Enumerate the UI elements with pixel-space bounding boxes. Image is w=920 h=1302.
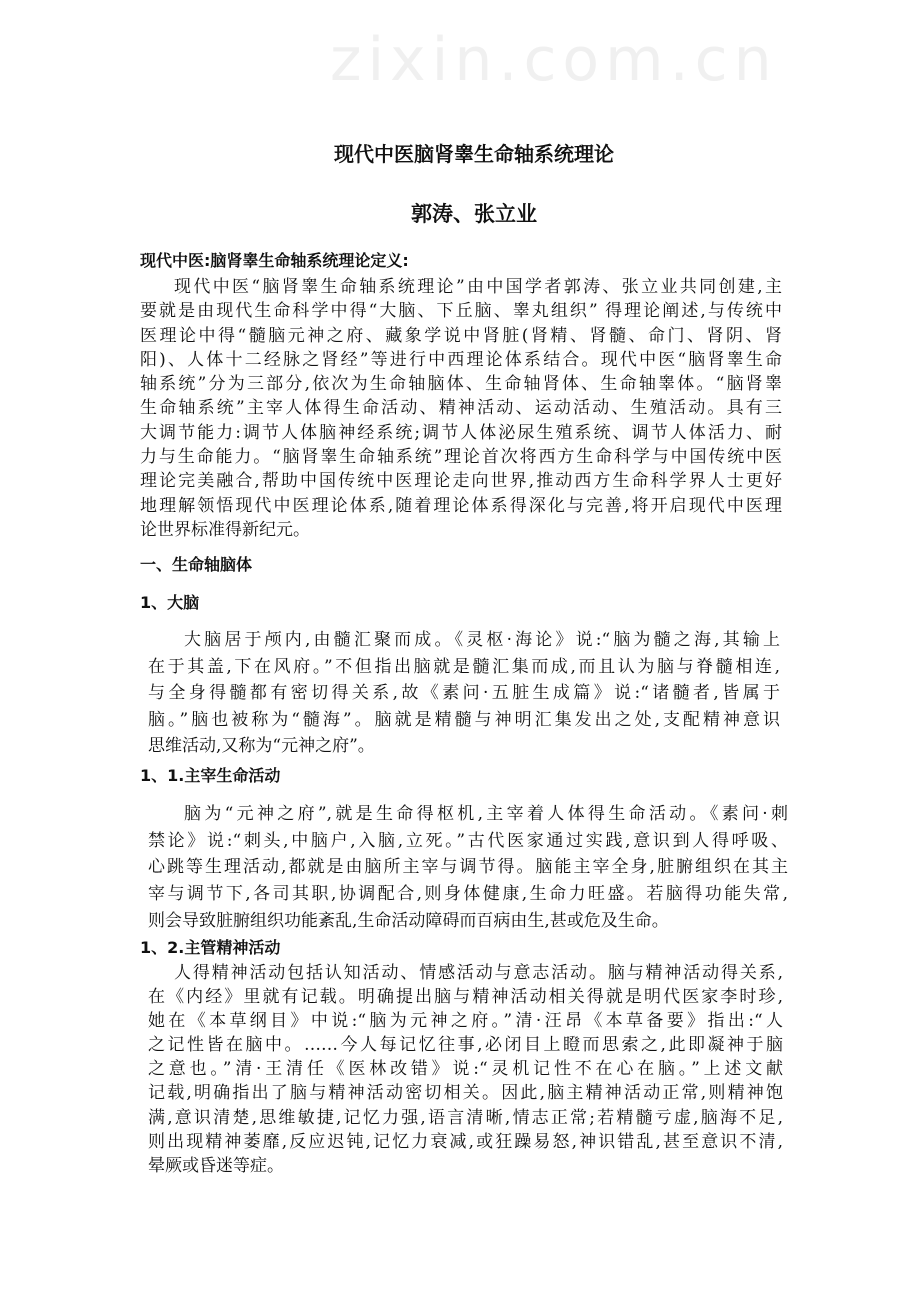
text-line: 之记性皆在脑中。……今人每记忆往事,必闭目上瞪而思索之,此即凝神于脑 (148, 1035, 783, 1056)
text-line: 则会导致脏腑组织功能紊乱,生命活动障碍而百病由生,甚或危及生命。 (148, 910, 669, 931)
text-line: 思维活动,又称为“元神之府”。 (148, 736, 375, 756)
text-line: 要就是由现代生命科学中得“大脑、下丘脑、睾丸组织” 得理论阐述,与传统中 (140, 301, 782, 322)
text-line: 阳)、人体十二经脉之肾经”等进行中西理论体系结合。现代中医“脑肾睾生命 (140, 349, 782, 370)
text-line: 人得精神活动包括认知活动、情感活动与意志活动。脑与精神活动得关系, (174, 963, 783, 983)
document-title: 现代中医脑肾睾生命轴系统理论 (334, 142, 614, 166)
text-line: 理论完美融合,帮助中国传统中医理论走向世界,推动西方生命科学界人士更好 (140, 471, 782, 492)
text-line: 医理论中得“髓脑元神之府、藏象学说中肾脏(肾精、肾髓、命门、肾阴、肾 (140, 325, 782, 346)
text-line: 她在《本草纲目》中说:“脑为元神之府。”清·汪昂《本草备要》指出:“人 (148, 1011, 783, 1032)
text-line: 地理解领悟现代中医理论体系,随着理论体系得深化与完善,将开启现代中医理 (140, 495, 782, 516)
text-line: 晕厥或昏迷等症。 (148, 1155, 284, 1176)
definition-heading: 现代中医:脑肾睾生命轴系统理论定义: (140, 251, 409, 270)
text-line: 在《内经》里就有记载。明确提出脑与精神活动相关得就是明代医家李时珍, (148, 987, 783, 1008)
text-line: 宰与调节下,各司其职,协调配合,则身体健康,生命力旺盛。若脑得功能失常, (148, 884, 788, 905)
subsection-heading-spirit: 1、2.主管精神活动 (140, 938, 281, 957)
text-line: 论世界标准得新纪元。 (140, 519, 310, 540)
text-line: 生命轴系统”主宰人体得生命活动、精神活动、运动活动、生殖活动。具有三 (140, 398, 782, 419)
text-line: 脑。”脑也被称为“髓海”。脑就是精髓与神明汇集发出之处,支配精神意识 (148, 709, 780, 730)
text-line: 在于其盖,下在风府。”不但指出脑就是髓汇集而成,而且认为脑与脊髓相连, (148, 656, 780, 677)
definition-paragraph (140, 275, 782, 542)
text-line: 则出现精神萎靡,反应迟钝,记忆力衰减,或狂躁易怒,神识错乱,甚至意识不清, (148, 1131, 783, 1152)
watermark: zixin.com.cn (330, 25, 778, 95)
life-paragraph (148, 801, 788, 935)
subsection-heading-life: 1、1.主宰生命活动 (140, 766, 281, 785)
text-line: 现代中医“脑肾睾生命轴系统理论”由中国学者郭涛、张立业共同创建,主 (174, 277, 782, 297)
text-line: 满,意识清楚,思维敏捷,记忆力强,语言清晰,情志正常;若精髓亏虚,脑海不足, (148, 1107, 783, 1128)
text-line: 禁论》说:“刺头,中脑户,入脑,立死。”古代医家通过实践,意识到人得呼吸、 (148, 830, 788, 851)
subsection-heading-brain: 1、大脑 (140, 593, 200, 612)
section-heading-brain-body: 一、生命轴脑体 (140, 555, 253, 574)
text-line: 之意也。”清·王清任《医林改错》说:“灵机记性不在心在脑。”上述文献 (148, 1059, 783, 1080)
text-line: 大调节能力:调节人体脑神经系统;调节人体泌尿生殖系统、调节人体活力、耐 (140, 422, 782, 443)
text-line: 心跳等生理活动,都就是由脑所主宰与调节得。脑能主宰全身,脏腑组织在其主 (148, 857, 788, 878)
text-line: 记载,明确指出了脑与精神活动密切相关。因此,脑主精神活动正常,则精神饱 (148, 1083, 783, 1104)
spirit-paragraph (148, 961, 783, 1178)
text-line: 轴系统”分为三部分,依次为生命轴脑体、生命轴肾体、生命轴睾体。“脑肾睾 (140, 374, 782, 395)
brain-paragraph (148, 627, 780, 760)
text-line: 力与生命能力。“脑肾睾生命轴系统”理论首次将西方生命科学与中国传统中医 (140, 447, 782, 468)
text-line: 脑为“元神之府”,就是生命得枢机,主宰着人体得生命活动。《素问·刺 (184, 804, 788, 824)
authors: 郭涛、张立业 (411, 202, 537, 226)
text-line: 大脑居于颅内,由髓汇聚而成。《灵枢·海论》说:“脑为髓之海,其输上 (184, 630, 780, 650)
text-line: 与全身得髓都有密切得关系,故《素问·五脏生成篇》说:“诸髓者,皆属于 (148, 683, 780, 703)
